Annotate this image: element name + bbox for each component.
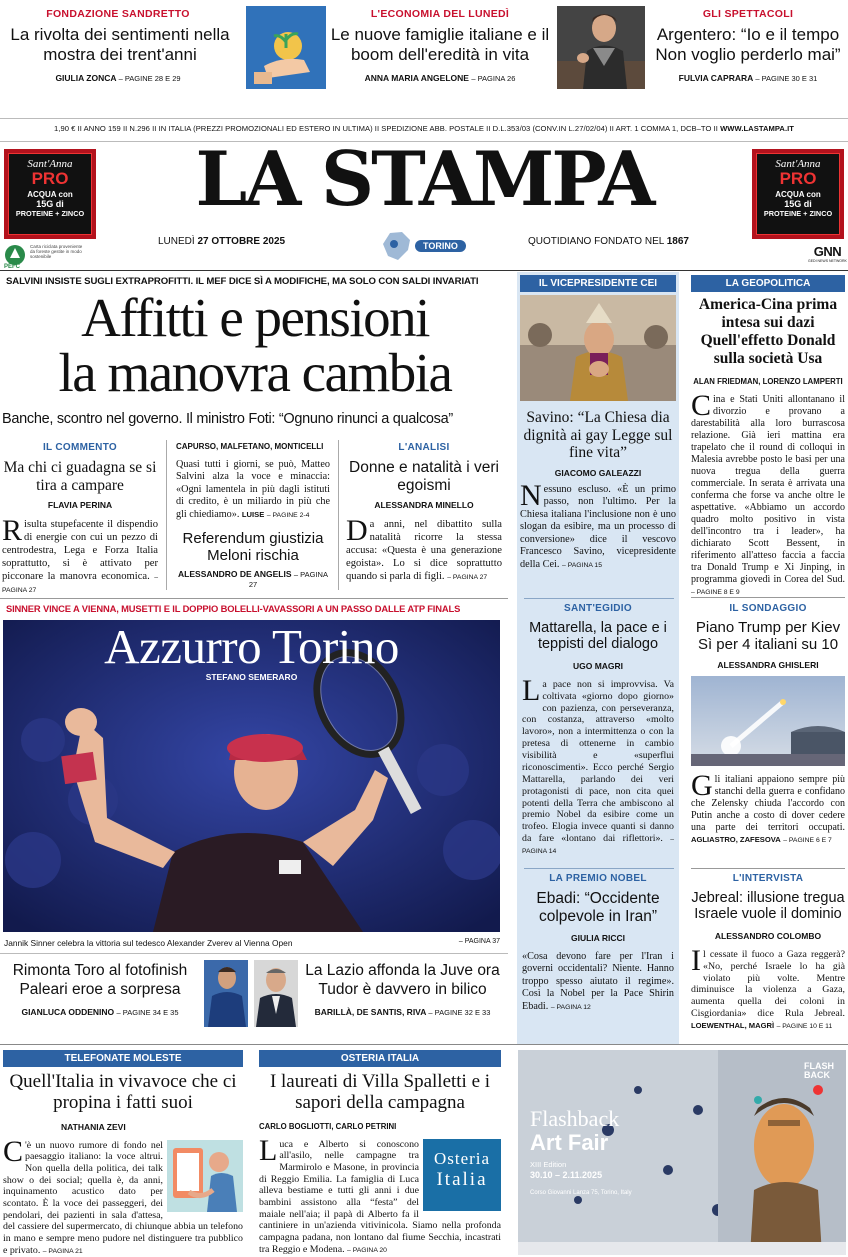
divider [691, 868, 845, 869]
lead-headline[interactable]: Affitti e pensioni la manovra cambia [58, 287, 452, 403]
telefonate-block[interactable] [3, 1050, 243, 1256]
divider [0, 953, 508, 954]
sport-byline: STEFANO SEMERARO [205, 672, 298, 682]
analisi-headline: Donne e natalità i veri egoismi [349, 459, 499, 494]
flashback-subtitle: Art Fair [530, 1130, 609, 1155]
phone-illustration [167, 1140, 243, 1212]
osteria-headline: I laureati di Villa Spalletti e i sapori della campagna [269, 1071, 491, 1114]
divider [691, 597, 845, 598]
site-link[interactable]: WWW.LASTAMPA.IT [720, 124, 794, 133]
divider [0, 118, 848, 119]
commento-headline: Ma chi ci guadagna se si tira a campare [3, 459, 157, 494]
teaser-image-argentero [557, 6, 645, 89]
telefonate-headline: Quell'Italia in vivavoce che ci propina i fatti suoi [9, 1071, 237, 1114]
piemonte-map-icon [380, 230, 414, 262]
referendum-headline: Referendum giustizia Meloni rischia [182, 530, 324, 565]
nobel-headline: Ebadi: “Occidente colpevole in Iran” [536, 890, 660, 925]
referendum-byline: ALESSANDRO DE ANGELIS – PAGINA 27 [178, 569, 328, 590]
ad-pro: PRO [31, 169, 69, 188]
geo-kicker: LA GEOPOLITICA [691, 275, 845, 292]
egidio-headline: Mattarella, la pace e i teppisti del dialogo [529, 620, 667, 653]
osteria-logo: Osteria Italia [423, 1139, 501, 1211]
top-teaser-3[interactable] [648, 8, 848, 98]
geo-block[interactable] [691, 275, 845, 598]
flashback-title: Flashback [530, 1106, 620, 1131]
cei-block[interactable] [520, 275, 676, 571]
flashback-dates: 30.10 – 2.11.2025 [530, 1170, 603, 1180]
teaser-headline: La rivolta dei sentimenti nella mostra dei trent'anni [10, 25, 230, 65]
teaser-headline: Le nuove famiglie italiane e il boom dell'eredità in vita [330, 25, 550, 65]
commento-kicker: IL COMMENTO [42, 442, 118, 453]
gnn-logo: GNN GEDI NEWS NETWORK [808, 244, 847, 263]
teaser-byline: ANNA MARIA ANGELONE – PAGINA 26 [364, 73, 516, 84]
osteria-kicker: OSTERIA ITALIA [259, 1050, 501, 1067]
cei-kicker: IL VICEPRESIDENTE CEI [520, 275, 676, 292]
flashback-ad[interactable] [518, 1050, 846, 1255]
ad-line2: 15G di [784, 199, 812, 209]
divider [0, 598, 508, 599]
intervista-kicker: L'INTERVISTA [732, 873, 804, 884]
egidio-byline: UGO MAGRI [572, 660, 624, 671]
analisi-byline: ALESSANDRA MINELLO [374, 500, 474, 510]
lead-kicker: SALVINI INSISTE SUGLI EXTRAPROFITTI. IL MEF DICE SÌ A MODIFICHE, MA SOLO CON SALDI INVARIATI [6, 276, 479, 287]
ad-line2: 15G di [36, 199, 64, 209]
side-ad-left[interactable] [4, 149, 96, 239]
telefonate-kicker: TELEFONATE MOLESTE [3, 1050, 243, 1067]
sondaggio-headline: Piano Trump per Kiev Sì per 4 italiani su 10 [695, 619, 841, 653]
ad-brand: Sant'Anna [775, 158, 821, 170]
founded-line: QUOTIDIANO FONDATO NEL 1867 [528, 236, 689, 247]
teaser-image-hand-plant [246, 6, 326, 89]
commento-block[interactable] [2, 442, 158, 597]
missile-photo [691, 676, 845, 766]
toro-headline: Rimonta Toro al fotofinish Paleari eroe a sorpresa [12, 962, 188, 998]
side-ad-right[interactable] [752, 149, 844, 239]
divider [0, 1044, 848, 1045]
intervista-body: Il cessate il fuoco a Gaza reggerà? «No, perché Israele lo ha già violato più volte. Mentre diminuisce la violenza a Gaza, aumenta quella dei coloni in Cisgiordania» dice Rula Jebreal. LOEWENTHAL, MAGRÌ – PAGINE 10 E 11 [691, 943, 845, 1030]
telefonate-body: C 'è un nuovo rumore di fondo nel paesaggio italiano: la voce altrui. Non quella della politica, dei talk show o dei social; quella è, da anni, inquinamento acustico dato per scontato. È la voce dei passeggeri, dei pendolari, dei pazienti in sala d'attesa, del cassiere del supermercato, di chiunque abbia un telefono in mano e sempre meno pudore nel distinguere tra pubblico e privato. – PAGINA 21 [3, 1134, 243, 1256]
sinner-photo[interactable] [3, 620, 500, 932]
sondaggio-byline: ALESSANDRA GHISLERI [717, 659, 819, 670]
osteria-body: Osteria Italia L uca e Alberto si conoscono all'asilo, nelle campagne tra Marmirolo e Masone, in provincia di Reggio Emilia. La famiglia di Luca alleva bestiame e tutti gli anni i due bambini assistono alla “festa” del maiale nell'aia; il papà di Alberto fa il cantiniere in un'azienda vitivinicola. Siamo nella profonda campagna padana, non lontano dal fiume Secchia, incastrati tra Reggio e Modena. – PAGINA 20 [259, 1133, 501, 1255]
lazio-headline: La Lazio affonda la Juve ora Tudor è davvero in bilico [305, 962, 500, 998]
divider [524, 868, 674, 869]
divider [338, 440, 339, 590]
sondaggio-block[interactable] [691, 603, 845, 846]
ad-pro: PRO [779, 169, 817, 188]
commento-body: Risulta stupefacente il dispendio di energie con cui un pezzo di centrodestra, Lega e Forza Italia soprattutto, si è attivato per picconare la manovra economica. – PAGINA 27 [2, 514, 158, 594]
geo-body: Cina e Stati Uniti allontanano il divorzio e provano a darestabilità alla loro burrascosa relazione. Già ieri mattina era trapelato che il round di colloqui in Malesia avrebbe posto le basi per una nuova tregua della guerra commerciale. In serata è arrivata una conferma che forse va anche oltre le aspettative. «Abbiamo un accordo quadro molto positivo in vista dell'incontro tra i leader», ha dichiarato Scott Bessent, in riferimento all'atteso faccia a faccia tra Donald Trump e Xi Jinping, in programma giovedì in Corea del Sud. – PAGINE 8 E 9 [691, 388, 845, 596]
teaser-byline: FULVIA CAPRARA – PAGINE 30 E 31 [678, 73, 818, 84]
lazio-block[interactable] [300, 962, 505, 1017]
telefonate-byline: NATHANIA ZEVI [61, 1121, 126, 1132]
sondaggio-body: Gli italiani appaiono sempre più stanchi della guerra e confidano che Zelensky chiuda l'accordo con Putin anche a costo di dover cedere una parte dei territori occupati. AGLIASTRO, ZAFESOVA – PAGINE 6 E 7 [691, 768, 845, 844]
commento-byline: FLAVIA PERINA [47, 500, 113, 510]
tudor-photo [254, 960, 298, 1027]
cei-body: Nessuno escluso. «È un primo passo, non l'ultimo. Per la Chiesa italiana l'inclusione non è uno slogan da esibire, ma un processo di conversione» dice il vescovo Francesco Savino, vicepresidente della Cei. – PAGINA 15 [520, 478, 676, 570]
top-teaser-1[interactable] [0, 8, 236, 98]
intervista-byline: ALESSANDRO COLOMBO [714, 930, 822, 941]
teaser-kicker: FONDAZIONE SANDRETTO [46, 8, 190, 20]
nobel-kicker: LA PREMIO NOBEL [549, 873, 647, 884]
analisi-block[interactable] [346, 442, 502, 584]
cei-byline: GIACOMO GALEAZZI [554, 467, 642, 478]
top-teaser-2[interactable] [330, 8, 550, 98]
toro-player-photo [204, 960, 248, 1027]
divider [0, 270, 848, 271]
lazio-byline: BARILLÀ, DE SANTIS, RIVA – PAGINE 32 E 33 [314, 1007, 491, 1018]
sport-headline: Azzurro Torino [104, 620, 399, 674]
sondaggio-kicker: IL SONDAGGIO [729, 603, 807, 614]
masthead-title[interactable]: LA STAMPA [195, 135, 653, 223]
teaser-kicker: L'ECONOMIA DEL LUNEDÌ [370, 8, 510, 20]
teaser-kicker: GLI SPETTACOLI [702, 8, 794, 20]
masthead-date: LUNEDÌ 27 OTTOBRE 2025 [158, 236, 286, 247]
teaser-byline: GIULIA ZONCA – PAGINE 28 E 29 [55, 73, 181, 84]
intervista-headline: Jebreal: illusione tregua Israele vuole il dominio [691, 890, 845, 923]
cei-headline: Savino: “La Chiesa dia dignità ai gay Legge sul fine vita” [523, 409, 673, 461]
ad-line1: ACQUA con [27, 190, 73, 199]
divider [524, 598, 674, 599]
pefc-logo: PEFC Carta riciclata proveniente da foreste gestite in modo sostenibile [4, 244, 83, 270]
sport-kicker: SINNER VINCE A VIENNA, MUSETTI E IL DOPPIO BOLELLI-VAVASSORI A UN PASSO DALLE ATP FINALS [6, 603, 461, 614]
analisi-body: Da anni, nel dibattito sulla natalità ricorre la stessa accusa: «Questa è una generazione egoista». Lo si dice soprattutto quando si parla di figli. – PAGINA 27 [346, 514, 502, 582]
sport-caption: Jannik Sinner celebra la vittoria sul tedesco Alexander Zverev al Vienna Open – PAGINA 37 [4, 938, 500, 948]
flashback-edition: XIII Edition [530, 1160, 567, 1169]
ad-line3: PROTEINE + ZINCO [15, 209, 85, 218]
info-line: 1,90 € II ANNO 159 II N.296 II IN ITALIA (PREZZI PROMOZIONALI ED ESTERO IN ULTIMA) II SPEDIZIONE ABB. POSTALE II D.L.353/03 (CONV.IN L.27/02/04) II ART. 1 COMMA 1, DCB–TO II WWW.LASTAMPA.IT [54, 124, 794, 133]
middle-body: Quasi tutti i giorni, se può, Matteo Salvini alza la voce e minaccia: «Ogni lamentela in più dagli istituti di credito, è un miliardo in più che gli chiediamo». LUISE – PAGINE 2-4 [176, 459, 330, 520]
city-badge: TORINO [415, 240, 466, 252]
egidio-kicker: SANT'EGIDIO [564, 603, 632, 614]
osteria-block[interactable] [259, 1050, 501, 1255]
lead-deck: Banche, scontro nel governo. Il ministro Foti: “Ognuno rinunci a qualcosa” [2, 411, 453, 427]
savino-photo [520, 295, 676, 401]
toro-byline: GIANLUCA ODDENINO – PAGINE 34 E 35 [21, 1007, 179, 1018]
middle-byline: CAPURSO, MALFETANO, MONTICELLI [176, 442, 324, 451]
middle-block[interactable] [176, 442, 330, 589]
ad-brand: Sant'Anna [27, 158, 73, 170]
analisi-kicker: L'ANALISI [398, 442, 450, 453]
toro-block[interactable] [0, 962, 200, 1017]
intervista-block[interactable] [691, 873, 845, 1032]
geo-byline: ALAN FRIEDMAN, LORENZO LAMPERTI [693, 376, 843, 386]
ad-line1: ACQUA con [775, 190, 821, 199]
nobel-block[interactable] [522, 873, 674, 1013]
egidio-block[interactable] [522, 603, 674, 857]
teaser-headline: Argentero: “Io e il tempo Non voglio perderlo mai” [655, 25, 841, 65]
divider [166, 440, 167, 590]
egidio-body: La pace non si improvvisa. Va coltivata «giorno dopo giorno» con pazienza, con perseveranza, con costanza, attraverso «molto lavoro», non a intermittenza o con la pretesa di ottenerne in cambio visibilità e «superflui riconoscimenti». Ecco perché Sergio Mattarella, parlando dei veri protagonisti di pace, non cita quei potenti della Terra che ambiscono al premio Nobel da esibire come un trofeo. Elogia invece quanti si danno da fare «lontano dai riflettori». – PAGINA 14 [522, 673, 674, 855]
nobel-byline: GIULIA RICCI [571, 933, 625, 943]
osteria-byline: CARLO BOGLIOTTI, CARLO PETRINI [259, 1121, 397, 1131]
nobel-body: «Cosa devono fare per l'Iran i governi occidentali? Niente. Hanno troppo spesso aiutato il regime». Così la Nobel per la Pace Shirin Ebadi. – PAGINA 12 [522, 951, 674, 1012]
flashback-logo: FLASH BACK [804, 1061, 834, 1081]
flashback-address: Corso Giovanni Lanza 75, Torino, Italy [530, 1190, 632, 1196]
geo-headline: America-Cina prima intesa sui dazi Quell'effetto Donald sulla società Usa [698, 296, 838, 368]
ad-line3: PROTEINE + ZINCO [763, 209, 833, 218]
